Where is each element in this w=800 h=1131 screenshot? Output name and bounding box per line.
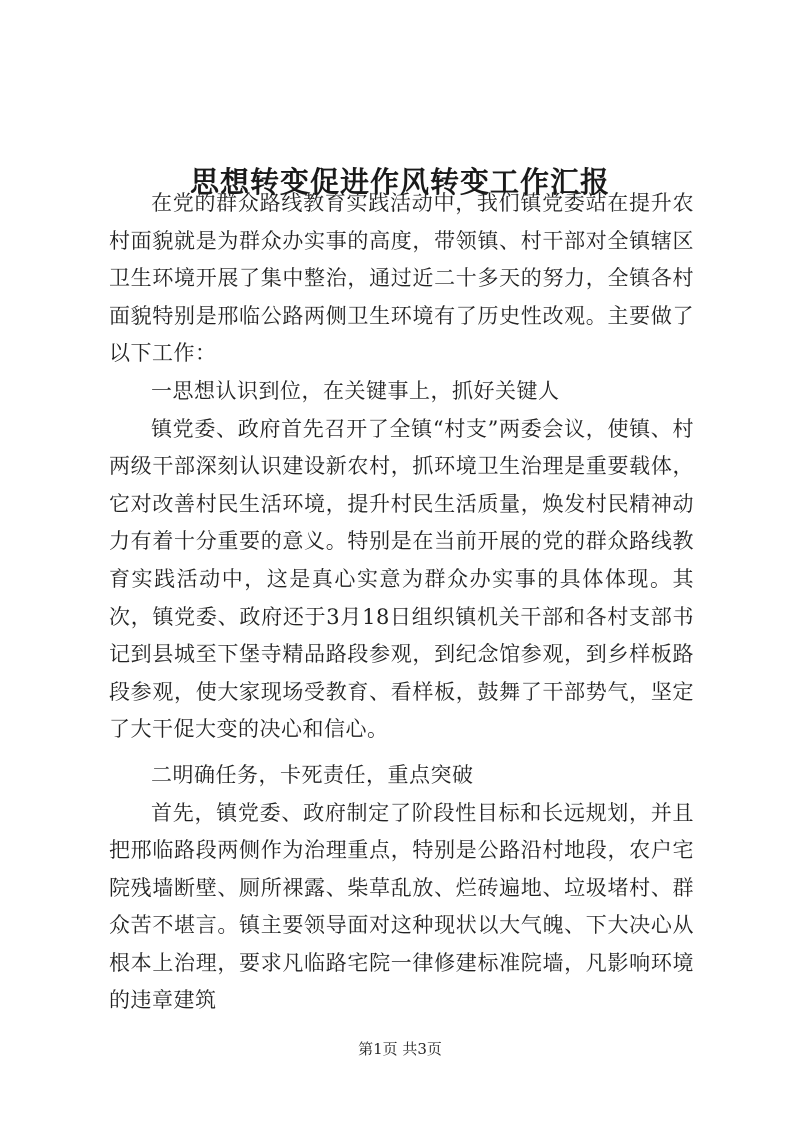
section-heading-2: 二明确任务，卡死责任，重点突破 — [151, 762, 474, 787]
page-footer: 第1页 共3页 — [358, 1040, 442, 1058]
paragraph-section-1: 镇党委、政府首先召开了全镇“村支”两委会议，使镇、村两级干部深刻认识建设新农村，抓环境卫生治理是重要载体，它对改善村民生活环境，提升村民生活质量，焕发村民精神动力有着十分重要的意义。特别是在当前开展的党的群众路线教育实践活动中，这是真心实意为群众办实事的具体体现。其次，镇党委、政府还于3月18日组织镇机关干部和各村支部书记到县城至下堡寺精品路段参观，到纪念馆参观，到乡样板路段参观，使大家现场受教育、看样板，鼓舞了干部势气，坚定了大干促大变的决心和信心。 — [109, 416, 694, 742]
document-title: 思想转变促进作风转变工作汇报 — [189, 165, 610, 200]
document-body — [109, 185, 694, 1020]
paragraph-section-2: 首先，镇党委、政府制定了阶段性目标和长远规划，并且把邢临路段两侧作为治理重点，特别是公路沿村地段，农户宅院残墙断壁、厕所裸露、柴草乱放、烂砖遍地、垃圾堵村、群众苦不堪言。镇主要领导面对这种现状以大气魄、下大决心从根本上治理，要求凡临路宅院一律修建标准院墙，凡影响环境的违章建筑 — [109, 800, 694, 1013]
section-heading-1: 一思想认识到位，在关键事上，抓好关键人 — [151, 378, 560, 403]
paragraph-gap — [109, 749, 694, 757]
paragraph-intro: 在党的群众路线教育实践活动中，我们镇党委站在提升农村面貌就是为群众办实事的高度，带领镇、村干部对全镇辖区卫生环境开展了集中整治，通过近二十多天的努力，全镇各村面貌特别是邢临公路两侧卫生环境有了历史性改观。主要做了以下工作： — [109, 191, 694, 366]
